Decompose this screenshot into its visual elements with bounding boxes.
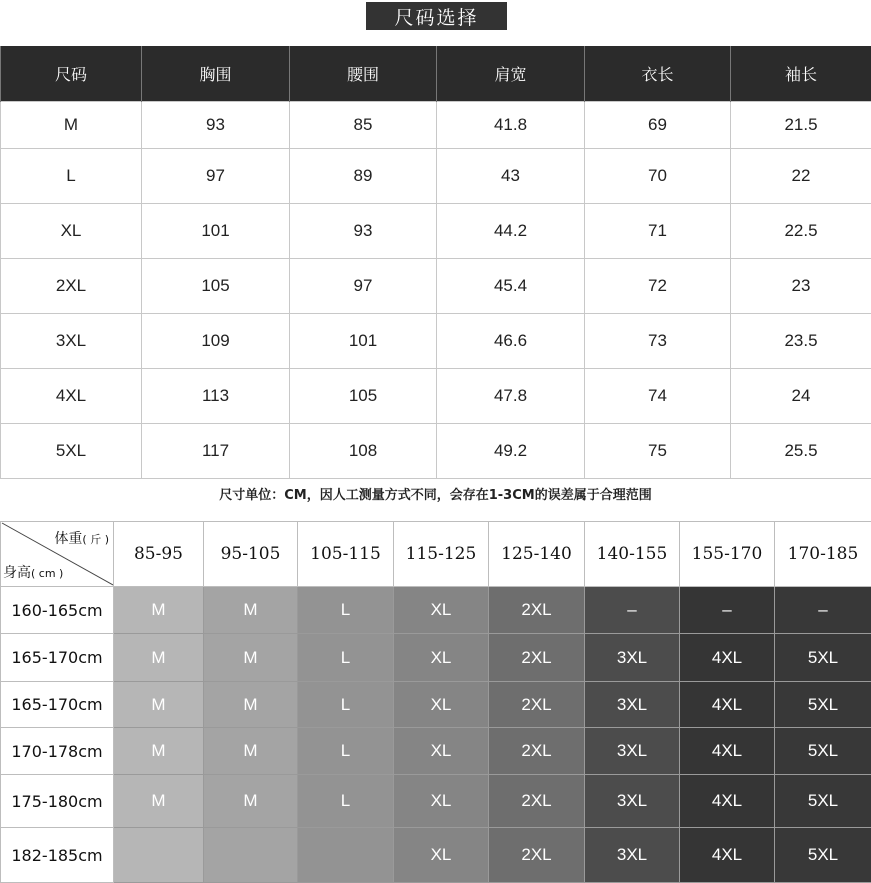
table-cell: 4XL [1,369,142,424]
size-cell: XL [394,634,489,682]
table-cell: 23 [731,259,871,314]
table-row [1,424,871,479]
table-cell: 45.4 [437,259,585,314]
height-label: 身高( cm ) [3,562,63,582]
header-length: 衣长 [585,46,731,102]
height-range-cell: 165-170cm [1,634,114,682]
size-cell: 2XL [489,775,585,828]
table-cell: 89 [290,149,437,204]
size-cell: M [204,682,298,728]
table-cell: 105 [142,259,290,314]
size-cell: M [204,634,298,682]
header-waist: 腰围 [290,46,437,102]
size-cell [204,828,298,883]
size-cell: 4XL [680,728,775,775]
table-cell: 113 [142,369,290,424]
table-cell: 108 [290,424,437,479]
table-row [1,369,871,424]
size-cell: XL [394,587,489,634]
table-row [1,587,871,634]
size-cell: 2XL [489,682,585,728]
height-range-cell: 170-178cm [1,728,114,775]
table-cell: 69 [585,102,731,149]
table-cell: 71 [585,204,731,259]
table-cell: 43 [437,149,585,204]
table-cell: 47.8 [437,369,585,424]
weight-range-header: 85-95 [114,522,204,587]
size-cell: 2XL [489,728,585,775]
size-cell: 2XL [489,634,585,682]
table-row [1,634,871,682]
size-cell: 3XL [585,728,680,775]
size-cell: M [114,775,204,828]
size-cell: – [775,587,871,634]
header-size: 尺码 [1,46,142,102]
size-cell: XL [394,775,489,828]
header-chest: 胸围 [142,46,290,102]
size-cell: 3XL [585,634,680,682]
table-cell: 97 [142,149,290,204]
size-cell: 5XL [775,728,871,775]
table-cell: 117 [142,424,290,479]
table-cell: 25.5 [731,424,871,479]
size-cell: 4XL [680,634,775,682]
table-cell: 44.2 [437,204,585,259]
weight-range-header: 95-105 [204,522,298,587]
table-cell: 93 [142,102,290,149]
table-cell: 24 [731,369,871,424]
size-chart-table [0,46,871,479]
table-row [1,728,871,775]
fit-chart-table [0,521,871,883]
size-cell: 5XL [775,775,871,828]
size-cell [298,828,394,883]
table-cell: 5XL [1,424,142,479]
height-range-cell: 175-180cm [1,775,114,828]
size-cell: XL [394,828,489,883]
size-cell: 5XL [775,682,871,728]
weight-range-header: 155-170 [680,522,775,587]
table-cell: 2XL [1,259,142,314]
size-cell: L [298,634,394,682]
table-cell: 101 [290,314,437,369]
table-cell: 101 [142,204,290,259]
table-row [1,102,871,149]
size-cell: L [298,587,394,634]
table-cell: 109 [142,314,290,369]
table-row [1,775,871,828]
table-row [1,149,871,204]
height-range-cell: 182-185cm [1,828,114,883]
table-row [1,682,871,728]
size-cell: 4XL [680,828,775,883]
size-cell: 3XL [585,682,680,728]
size-cell: L [298,728,394,775]
height-range-cell: 160-165cm [1,587,114,634]
size-cell: 2XL [489,828,585,883]
corner-header [1,522,114,587]
table-cell: 22 [731,149,871,204]
table-row [1,314,871,369]
weight-range-header: 125-140 [489,522,585,587]
size-cell: 4XL [680,775,775,828]
table-cell: 97 [290,259,437,314]
size-cell: M [114,587,204,634]
size-cell: M [114,634,204,682]
table-row [1,259,871,314]
size-cell: 3XL [585,775,680,828]
table-cell: 74 [585,369,731,424]
table-cell: 93 [290,204,437,259]
table-cell: 70 [585,149,731,204]
table-cell: 41.8 [437,102,585,149]
fit-chart-header-row [1,522,871,587]
height-range-cell: 165-170cm [1,682,114,728]
table-cell: 85 [290,102,437,149]
table-cell: 105 [290,369,437,424]
table-cell: 21.5 [731,102,871,149]
size-chart-header-row [1,46,871,102]
size-cell: M [114,728,204,775]
size-cell: 4XL [680,682,775,728]
size-cell: – [680,587,775,634]
size-cell: L [298,682,394,728]
size-cell [114,828,204,883]
weight-range-header: 105-115 [298,522,394,587]
table-cell: 23.5 [731,314,871,369]
table-cell: 22.5 [731,204,871,259]
table-cell: 73 [585,314,731,369]
size-cell: 2XL [489,587,585,634]
size-cell: – [585,587,680,634]
table-cell: M [1,102,142,149]
weight-label: 体重( 斤 ) [54,528,109,548]
size-cell: M [114,682,204,728]
size-cell: 3XL [585,828,680,883]
size-cell: 5XL [775,828,871,883]
table-cell: L [1,149,142,204]
size-cell: XL [394,682,489,728]
page-title: 尺码选择 [366,2,507,30]
weight-range-header: 115-125 [394,522,489,587]
size-cell: M [204,728,298,775]
header-shoulder: 肩宽 [437,46,585,102]
table-cell: 46.6 [437,314,585,369]
table-cell: 49.2 [437,424,585,479]
weight-range-header: 170-185 [775,522,871,587]
weight-range-header: 140-155 [585,522,680,587]
size-cell: M [204,587,298,634]
table-cell: 3XL [1,314,142,369]
size-cell: 5XL [775,634,871,682]
measurement-note: 尺寸单位：CM，因人工测量方式不同，会存在1-3CM的误差属于合理范围 [0,484,871,503]
size-cell: L [298,775,394,828]
table-cell: XL [1,204,142,259]
size-cell: M [204,775,298,828]
header-sleeve: 袖长 [731,46,871,102]
table-cell: 72 [585,259,731,314]
table-row [1,204,871,259]
table-cell: 75 [585,424,731,479]
size-cell: XL [394,728,489,775]
table-row [1,828,871,883]
